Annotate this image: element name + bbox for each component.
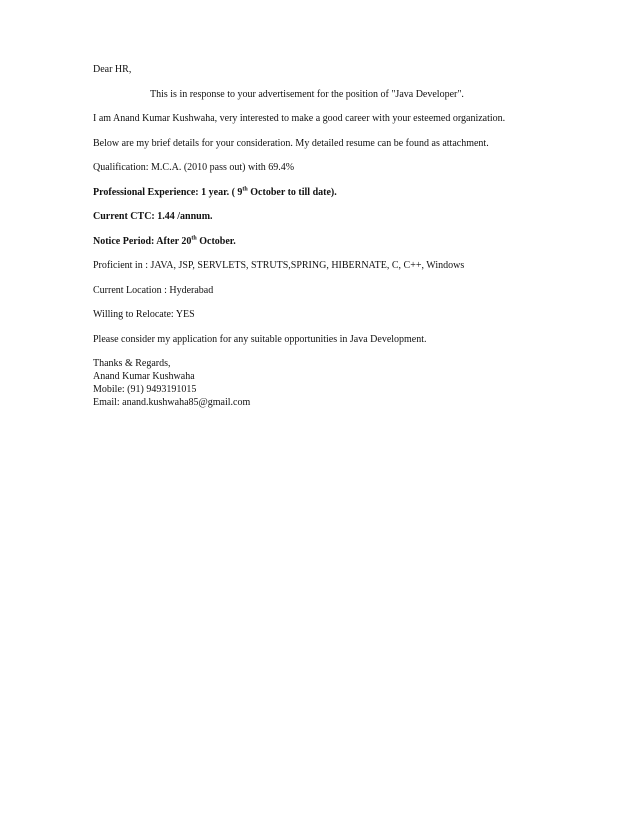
experience-superscript: th bbox=[242, 186, 248, 193]
experience-suffix: October to till date). bbox=[247, 186, 337, 198]
location-line: Current Location : Hyderabad bbox=[93, 284, 214, 296]
interest-paragraph: I am Anand Kumar Kushwaha, very interested to make a good career with your esteemed organization. bbox=[93, 113, 506, 124]
cover-letter bbox=[93, 63, 563, 409]
experience-prefix: Professional Experience: 1 year. ( 9 bbox=[93, 186, 243, 198]
signature-block bbox=[93, 357, 563, 409]
closing-salutation: Thanks & Regards, bbox=[93, 358, 171, 369]
notice-period-line bbox=[93, 235, 563, 248]
intro-paragraph: This is in response to your advertisement for the position of "Java Developer". bbox=[150, 88, 464, 100]
closing-request-paragraph: Please consider my application for any suitable opportunities in Java Development. bbox=[93, 333, 427, 345]
sender-name: Anand Kumar Kushwaha bbox=[93, 371, 195, 382]
notice-suffix: October. bbox=[196, 235, 236, 247]
notice-prefix: Notice Period: After 20 bbox=[93, 235, 192, 247]
relocate-line: Willing to Relocate: YES bbox=[93, 309, 195, 320]
qualification-line: Qualification: M.C.A. (2010 pass out) with 69.4% bbox=[93, 162, 295, 173]
notice-superscript: th bbox=[191, 235, 197, 242]
greeting: Dear HR, bbox=[93, 64, 132, 75]
ctc-line: Current CTC: 1.44 /annum. bbox=[93, 211, 213, 222]
skills-line: Proficient in : JAVA, JSP, SERVLETS, STRUTS,SPRING, HIBERNATE, C, C++, Windows bbox=[93, 260, 465, 271]
sender-email: Email: anand.kushwaha85@gmail.com bbox=[93, 397, 251, 408]
experience-line bbox=[93, 186, 563, 199]
details-paragraph: Below are my brief details for your consideration. My detailed resume can be found as attachment. bbox=[93, 137, 489, 149]
sender-mobile: Mobile: (91) 9493191015 bbox=[93, 384, 197, 395]
